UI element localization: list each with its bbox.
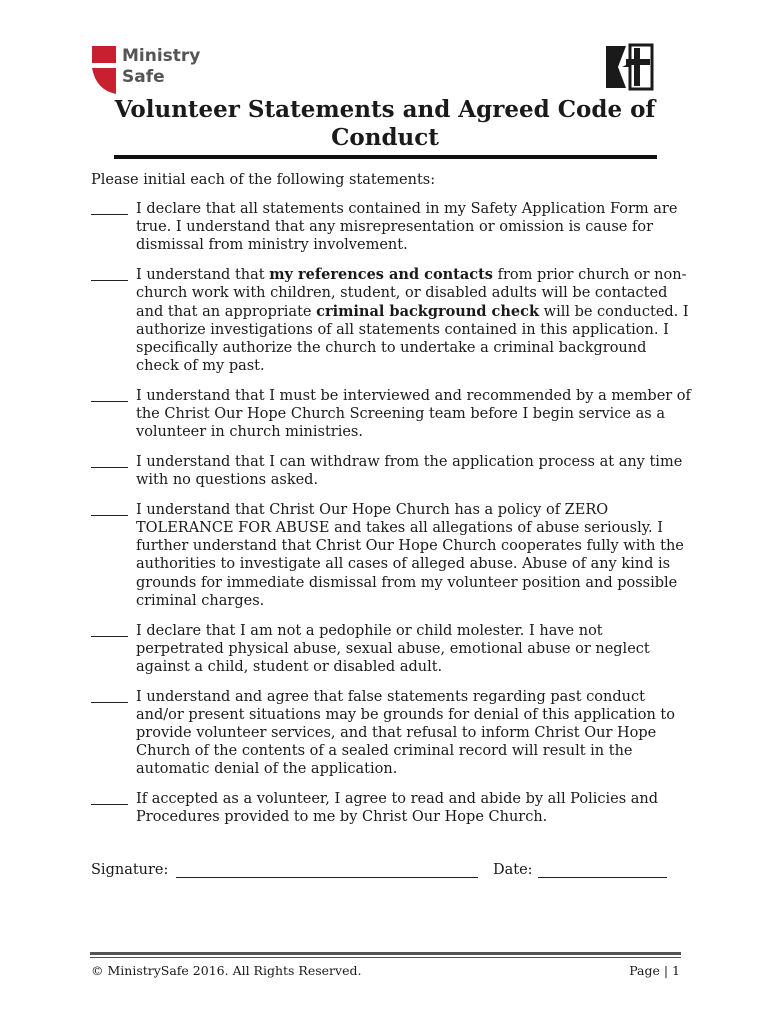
initial-blank[interactable]: [91, 804, 128, 805]
date-field[interactable]: [538, 877, 667, 878]
initial-blank[interactable]: [91, 702, 128, 703]
statement-text: [136, 454, 682, 488]
statement-text: [136, 791, 658, 825]
page-title: Volunteer Statements and Agreed Code of Conduct: [114, 96, 656, 151]
cross-document-icon: [604, 43, 654, 91]
statement-item: [91, 501, 691, 610]
date-label: Date:: [493, 862, 533, 878]
statement-emphasis: criminal background check: [316, 302, 540, 320]
statement-fragment: I understand and agree that false statements regarding past conduct and/or present situations may be grounds for denial of this application to provide volunteer services, and that refusal to inform Christ Our Hope Church of the contents of a sealed criminal record will result in the automatic denial of the application.: [136, 688, 675, 778]
initial-blank[interactable]: [91, 214, 128, 215]
statement-item: [91, 622, 691, 677]
statement-fragment: I understand that: [136, 267, 270, 284]
statement-item: [91, 790, 691, 826]
statement-text: [136, 623, 650, 675]
statement-fragment: I understand that I can withdraw from the application process at any time with no questions asked.: [136, 453, 683, 489]
initial-blank[interactable]: [91, 636, 128, 637]
initial-blank[interactable]: [91, 515, 128, 516]
page-number: Page | 1: [629, 963, 680, 978]
statement-text: [136, 502, 684, 609]
statement-emphasis: my references and contacts: [269, 266, 493, 284]
statement-fragment: from prior church or non-church work with children, student, or disabled adults will be contacted and that an appropriate: [136, 267, 687, 320]
statement-list: [91, 200, 691, 838]
initial-blank[interactable]: [91, 467, 128, 468]
instructions: Please initial each of the following statements:: [91, 172, 436, 188]
statement-fragment: If accepted as a volunteer, I agree to read and abide by all Policies and Procedures provided to me by Christ Our Hope Church.: [136, 791, 659, 826]
statement-text: [136, 267, 689, 374]
ministrysafe-logo: [92, 46, 222, 94]
statement-text: [136, 388, 691, 440]
signature-label: Signature:: [91, 862, 169, 878]
initial-blank[interactable]: [91, 280, 128, 281]
statement-fragment: I declare that all statements contained in my Safety Application Form are true. I understand that any misrepresentation or omission is cause for dismissal from ministry involvement.: [136, 201, 678, 254]
signature-field[interactable]: [176, 877, 478, 878]
statement-item: [91, 200, 691, 255]
logo-line2: Safe: [122, 67, 165, 87]
logo-line1: Ministry: [122, 46, 201, 66]
statement-fragment: I declare that I am not a pedophile or child molester. I have not perpetrated physical abuse, sexual abuse, emotional abuse or neglect against a child, student or disabled adult.: [136, 622, 650, 675]
statement-fragment: I understand that I must be interviewed and recommended by a member of the Christ Our Hope Church Screening team before I begin service as a volunteer in church ministries.: [136, 387, 691, 441]
statement-fragment: will be conducted. I authorize investigations of all statements contained in this application. I specifically authorize the church to undertake a criminal background check of my past.: [136, 303, 689, 375]
copyright-text: © MinistrySafe 2016. All Rights Reserved.: [91, 963, 362, 978]
logo-text: [122, 46, 200, 88]
statement-fragment: I understand that Christ Our Hope Church has a policy of ZERO TOLERANCE FOR ABUSE and takes all allegations of abuse seriously. I further understand that Christ Our Hope Church cooperates fully with the authorities to investigate all cases of alleged abuse. Abuse of any kind is grounds for immediate dismissal from my volunteer position and possible criminal charges.: [136, 501, 684, 609]
statement-text: [136, 201, 677, 253]
statement-item: [91, 266, 691, 375]
title-underline: [114, 155, 657, 159]
statement-item: [91, 387, 691, 442]
statement-text: [136, 689, 675, 778]
footer-divider-thin: [90, 957, 681, 958]
initial-blank[interactable]: [91, 401, 128, 402]
statement-item: [91, 688, 691, 779]
shield-icon: [92, 46, 116, 94]
statement-item: [91, 453, 691, 489]
footer-divider: [90, 952, 681, 955]
